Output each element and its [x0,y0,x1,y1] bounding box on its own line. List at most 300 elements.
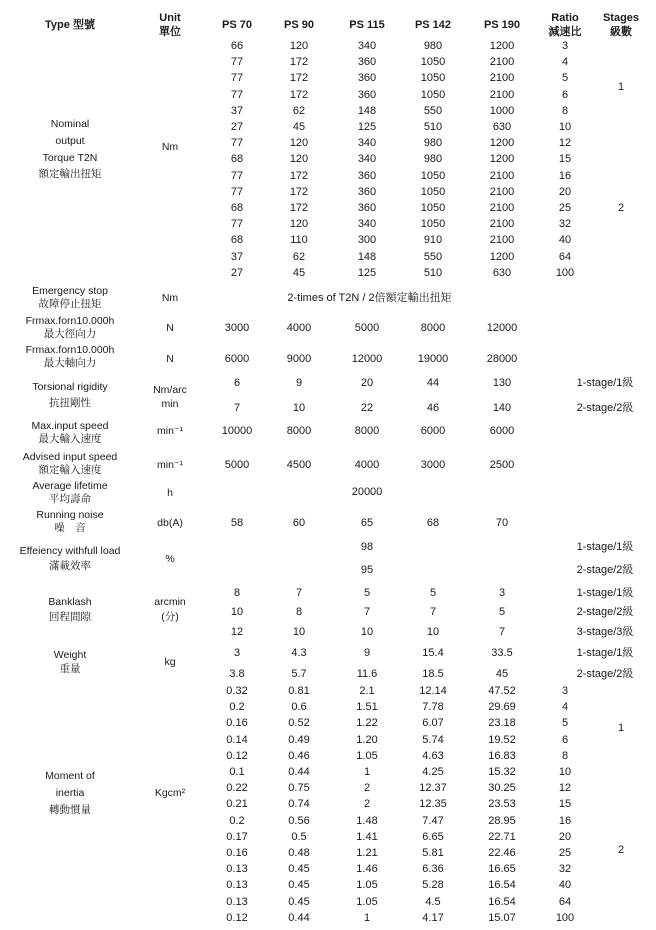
torque-r6-2: 45 [292,121,306,133]
torque-r13-5: 2100 [489,234,515,247]
torque-r11-3: 360 [357,202,377,214]
header-unit-zh: 單位 [159,26,181,38]
inertia-r8-1: 0.21 [226,798,248,811]
inertia-ratio-7: 12 [558,782,572,795]
backlash-unit: arcmin [154,596,186,608]
torque-r11-2: 172 [289,202,309,214]
inertia-ratio-5: 8 [561,749,569,762]
efficiency-label-zh: 滿載效率 [49,560,91,572]
backlash-unit-2: (分) [161,611,179,623]
backlash-stage-1: 1-stage/1級 [576,587,634,599]
efficiency-label: Effeiency withfull load [19,545,121,557]
torque-r6-3: 125 [357,121,377,133]
inertia-r12-2: 0.45 [288,863,310,876]
max-speed-4: 6000 [420,425,446,437]
torque-ratio-4: 6 [561,88,569,101]
inertia-ratio-15: 100 [555,911,575,924]
header-ratio: Ratio [551,12,579,24]
inertia-r12-5: 16.65 [488,863,516,876]
torque-r2-3: 360 [357,56,377,69]
inertia-r5-2: 0.46 [288,749,310,762]
weight-stage-2: 2-stage/2級 [576,668,634,680]
inertia-r13-5: 16.54 [488,879,516,892]
inertia-r6-4: 4.25 [422,766,444,778]
adv-speed-3: 4000 [354,459,380,471]
torque-r5-4: 550 [423,104,443,117]
torque-ratio-7: 12 [558,137,572,150]
torque-ratio-13: 40 [558,234,572,247]
torque-r11-5: 2100 [489,202,515,214]
adv-speed-label-zh: 額定輸入速度 [38,464,102,476]
inertia-ratio-8: 15 [558,798,572,811]
torque-r12-1: 77 [230,218,244,231]
torque-stage-1: 1 [617,81,625,93]
inertia-r15-5: 15.07 [488,911,516,924]
axial-2: 9000 [286,353,312,365]
backlash-r2-1: 10 [230,606,244,618]
torque-r8-1: 68 [230,153,244,166]
header-stages-zh: 級數 [610,26,632,38]
torque-r5-1: 37 [230,104,244,117]
inertia-ratio-1: 3 [561,685,569,697]
inertia-ratio-3: 5 [561,717,569,730]
axial-unit: N [166,353,174,365]
rigidity-unit-2: min [161,398,179,410]
inertia-r7-3: 2 [363,782,371,795]
inertia-r11-2: 0.48 [288,847,310,859]
backlash-label-zh: 回程間隙 [49,611,91,623]
inertia-r5-4: 4.63 [422,749,444,762]
header-unit: Unit [159,12,181,24]
inertia-r9-5: 28.95 [488,814,516,827]
efficiency-stage-1: 1-stage/1級 [576,541,634,553]
inertia-r10-5: 22.71 [488,830,516,843]
torque-ratio-10: 20 [558,185,572,198]
inertia-r14-2: 0.45 [288,895,310,908]
inertia-r11-1: 0.16 [226,847,248,859]
inertia-label-1: Moment of [45,770,95,782]
torque-r4-5: 2100 [489,88,515,101]
torque-r15-5: 630 [492,266,512,279]
inertia-ratio-13: 40 [558,879,572,892]
weight-r2-5: 45 [495,668,509,680]
inertia-ratio-12: 32 [558,863,572,876]
weight-r2-3: 11.6 [356,668,378,680]
torque-r5-3: 148 [357,104,377,117]
torque-r6-4: 510 [423,121,443,133]
torque-r14-4: 550 [423,250,443,263]
rigidity-r1-2: 9 [295,377,303,389]
torque-ratio-9: 16 [558,169,572,182]
torque-r15-4: 510 [423,266,443,279]
inertia-r7-1: 0.22 [226,782,248,795]
backlash-r1-1: 8 [233,587,241,599]
rigidity-stage-1: 1-stage/1級 [576,377,634,389]
torque-r8-2: 120 [289,153,309,166]
axial-4: 19000 [417,353,449,365]
max-speed-unit: min⁻¹ [157,425,183,437]
inertia-r11-3: 1.21 [356,847,378,859]
header-ratio-zh: 減速比 [548,26,582,38]
weight-r2-2: 5.7 [291,668,307,680]
efficiency-value-2: 95 [360,564,374,576]
inertia-r1-1: 0.32 [226,685,248,697]
inertia-r14-4: 4.5 [425,895,441,908]
weight-label: Weight [53,649,87,661]
torque-ratio-6: 10 [558,121,572,133]
torque-r3-3: 360 [357,72,377,85]
adv-speed-1: 5000 [224,459,250,471]
rigidity-label-zh: 抗扭剛性 [49,397,91,409]
inertia-r1-5: 47.52 [488,685,516,697]
rigidity-stage-2: 2-stage/2級 [576,402,634,414]
torque-r6-5: 630 [492,121,512,133]
inertia-r1-3: 2.1 [359,685,375,697]
inertia-unit: Kgcm² [154,787,186,799]
inertia-r4-5: 19.52 [488,733,516,746]
efficiency-unit: % [165,553,175,565]
rigidity-r2-2: 10 [292,402,306,414]
backlash-r3-2: 10 [292,626,306,638]
axial-label-zh: 最大軸向力 [43,357,97,369]
radial-2: 4000 [286,322,312,334]
backlash-r3-1: 12 [230,626,244,638]
backlash-r3-5: 7 [498,626,506,638]
inertia-r11-4: 5.81 [422,847,444,859]
torque-r10-4: 1050 [420,185,446,198]
adv-speed-unit: min⁻¹ [157,459,183,471]
torque-r7-3: 340 [357,137,377,150]
radial-1: 3000 [224,322,250,334]
inertia-ratio-14: 64 [558,895,572,908]
inertia-r12-4: 6.36 [422,863,444,876]
inertia-ratio-2: 4 [561,701,569,714]
inertia-ratio-4: 6 [561,733,569,746]
torque-r9-4: 1050 [420,169,446,182]
backlash-r1-3: 5 [363,587,371,599]
torque-r13-4: 910 [423,234,443,247]
torque-r15-2: 45 [292,266,306,279]
torque-r1-3: 340 [357,40,377,52]
torque-r2-5: 2100 [489,56,515,69]
inertia-r6-2: 0.44 [288,766,310,778]
inertia-r3-2: 0.52 [288,717,310,730]
max-speed-3: 8000 [354,425,380,437]
inertia-r7-2: 0.75 [288,782,310,795]
inertia-r9-1: 0.2 [229,814,245,827]
inertia-r4-2: 0.49 [288,733,310,746]
max-speed-label-zh: 最大輸入速度 [38,433,102,445]
torque-r14-1: 37 [230,250,244,263]
inertia-r8-4: 12.35 [419,798,447,811]
lifetime-label: Average lifetime [32,480,108,492]
radial-label: Frmax.forn10.000h [25,315,115,327]
inertia-r8-5: 23.53 [488,798,516,811]
rigidity-r1-5: 130 [492,377,512,389]
torque-r2-2: 172 [289,56,309,69]
torque-r7-5: 1200 [489,137,515,150]
torque-r2-4: 1050 [420,56,446,69]
inertia-stage-2: 2 [617,844,625,856]
inertia-r10-2: 0.5 [291,830,307,843]
torque-unit: Nm [161,141,179,153]
efficiency-stage-2: 2-stage/2級 [576,564,634,576]
torque-r1-2: 120 [289,40,309,52]
torque-r1-5: 1200 [489,40,515,52]
torque-r12-2: 120 [289,218,309,231]
inertia-r10-3: 1.41 [356,830,378,843]
torque-r11-4: 1050 [420,202,446,214]
torque-r3-5: 2100 [489,72,515,85]
inertia-r8-2: 0.74 [288,798,310,811]
axial-5: 28000 [486,353,518,365]
inertia-r2-3: 1.51 [356,701,378,714]
inertia-r7-5: 30.25 [488,782,516,795]
torque-ratio-5: 8 [561,104,569,117]
inertia-r14-3: 1.05 [356,895,378,908]
backlash-r2-4: 7 [429,606,437,618]
torque-r13-1: 68 [230,234,244,247]
inertia-r13-3: 1.05 [356,879,378,892]
max-speed-5: 6000 [489,425,515,437]
inertia-r9-3: 1.48 [356,814,378,827]
header-type: Type 型號 [45,19,95,31]
torque-r7-4: 980 [423,137,443,150]
header-model-3: PS 115 [349,19,385,31]
inertia-r14-5: 16.54 [488,895,516,908]
inertia-r3-3: 1.22 [356,717,378,730]
torque-label-1: Nominal [50,118,90,130]
inertia-r12-3: 1.46 [356,863,378,876]
torque-r15-1: 27 [230,266,244,279]
noise-unit: db(A) [157,517,183,529]
weight-r1-3: 9 [363,647,371,659]
torque-r12-3: 340 [357,218,377,231]
inertia-r3-4: 6.07 [422,717,444,730]
radial-5: 12000 [486,322,518,334]
rigidity-r2-1: 7 [233,402,241,414]
inertia-r4-1: 0.14 [226,733,248,746]
radial-label-zh: 最大徑向力 [43,328,97,340]
torque-r4-3: 360 [357,88,377,101]
noise-label: Running noise [36,509,104,521]
inertia-r15-4: 4.17 [422,911,444,924]
torque-r5-5: 1000 [489,104,515,117]
torque-r15-3: 125 [357,266,377,279]
rigidity-r1-3: 20 [360,377,374,389]
weight-r1-1: 3 [233,647,241,659]
torque-r5-2: 62 [292,104,306,117]
inertia-r9-2: 0.56 [288,814,310,827]
inertia-ratio-6: 10 [558,766,572,778]
inertia-r2-2: 0.6 [291,701,307,714]
backlash-label: Banklash [48,596,92,608]
weight-r1-2: 4.3 [291,647,307,659]
noise-5: 70 [495,517,509,529]
torque-r6-1: 27 [230,121,244,133]
torque-label-4: 額定輸出扭矩 [38,168,102,180]
backlash-r2-2: 8 [295,606,303,618]
torque-r11-1: 68 [230,202,244,214]
torque-ratio-3: 5 [561,72,569,85]
inertia-r1-2: 0.81 [288,685,310,697]
inertia-r3-5: 23.18 [488,717,516,730]
torque-r4-2: 172 [289,88,309,101]
inertia-r5-3: 1.05 [356,749,378,762]
max-speed-label: Max.input speed [31,420,109,432]
weight-stage-1: 1-stage/1級 [576,647,634,659]
noise-3: 65 [360,517,374,529]
inertia-r7-4: 12.37 [419,782,447,795]
torque-r10-5: 2100 [489,185,515,198]
torque-r14-3: 148 [357,250,377,263]
header-model-2: PS 90 [284,19,314,31]
inertia-r4-4: 5.74 [422,733,444,746]
torque-r14-2: 62 [292,250,306,263]
torque-r1-1: 66 [230,40,244,52]
inertia-r2-4: 7.78 [422,701,444,714]
inertia-r2-1: 0.2 [229,701,245,714]
axial-3: 12000 [351,353,383,365]
inertia-r8-3: 2 [363,798,371,811]
inertia-r2-5: 29.69 [488,701,516,714]
rigidity-unit: Nm/arc [153,384,187,396]
inertia-r15-1: 0.12 [226,911,248,924]
torque-r7-1: 77 [230,137,244,150]
torque-r9-3: 360 [357,169,377,182]
inertia-r6-5: 15.32 [488,766,516,778]
inertia-r10-4: 6.65 [422,830,444,843]
weight-r1-5: 33.5 [491,647,513,659]
torque-r3-1: 77 [230,72,244,85]
header-stages: Stages [602,12,640,24]
noise-1: 58 [230,517,244,529]
torque-r9-2: 172 [289,169,309,182]
torque-r9-5: 2100 [489,169,515,182]
torque-label-3: Torque T2N [42,152,98,164]
rigidity-label: Torsional rigidity [32,381,108,393]
radial-unit: N [166,322,174,334]
backlash-r3-4: 10 [426,626,440,638]
weight-r2-1: 3.8 [229,668,245,680]
torque-r13-3: 300 [357,234,377,247]
inertia-r6-3: 1 [363,766,371,778]
rigidity-r2-3: 22 [360,402,374,414]
weight-label-zh: 重量 [59,663,81,675]
torque-ratio-11: 25 [558,202,572,214]
inertia-stage-1: 1 [617,722,625,734]
torque-r10-3: 360 [357,185,377,198]
header-model-4: PS 142 [414,19,452,31]
torque-ratio-2: 4 [561,56,569,69]
adv-speed-4: 3000 [420,459,446,471]
inertia-r15-2: 0.44 [288,911,310,924]
inertia-r12-1: 0.13 [226,863,248,876]
rigidity-r2-4: 46 [426,402,440,414]
torque-stage-2: 2 [617,202,625,214]
torque-r10-2: 172 [289,185,309,198]
torque-r1-4: 980 [423,40,443,52]
torque-r8-4: 980 [423,153,443,166]
radial-3: 5000 [354,322,380,334]
rigidity-r1-4: 44 [426,377,440,389]
adv-speed-label: Advised input speed [22,451,118,463]
torque-r3-2: 172 [289,72,309,85]
inertia-r5-5: 16.83 [488,749,516,762]
weight-r1-4: 15.4 [422,647,444,659]
inertia-r10-1: 0.17 [226,830,248,843]
inertia-r4-3: 1.20 [356,733,378,746]
adv-speed-5: 2500 [489,459,515,471]
lifetime-unit: h [167,487,173,499]
backlash-r1-4: 5 [429,587,437,599]
inertia-r13-4: 5.28 [422,879,444,892]
weight-r2-4: 18.5 [422,668,444,680]
inertia-r13-1: 0.13 [226,879,248,892]
noise-4: 68 [426,517,440,529]
torque-r8-3: 340 [357,153,377,166]
weight-unit: kg [164,656,176,668]
lifetime-label-zh: 平均壽命 [49,493,91,505]
lifetime-value: 20000 [351,486,383,498]
backlash-r1-2: 7 [295,587,303,599]
emergency-label: Emergency stop [32,285,108,297]
torque-ratio-1: 3 [561,40,569,52]
torque-ratio-12: 32 [558,218,572,231]
backlash-stage-2: 2-stage/2級 [576,606,634,618]
torque-r12-5: 2100 [489,218,515,231]
header-model-5: PS 190 [483,19,521,31]
inertia-ratio-10: 20 [558,830,572,843]
inertia-r14-1: 0.13 [226,895,248,908]
max-speed-2: 8000 [286,425,312,437]
inertia-r5-1: 0.12 [226,749,248,762]
rigidity-r2-5: 140 [492,402,512,414]
inertia-r11-5: 22.46 [488,847,516,859]
torque-r4-1: 77 [230,88,244,101]
axial-label: Frmax.forn10.000h [25,344,115,356]
torque-ratio-8: 15 [558,153,572,166]
rigidity-r1-1: 6 [233,377,241,389]
emergency-unit: Nm [161,292,179,304]
header-model-1: PS 70 [222,19,252,31]
torque-r7-2: 120 [289,137,309,150]
torque-r9-1: 77 [230,169,244,182]
backlash-stage-3: 3-stage/3級 [576,626,634,638]
torque-r8-5: 1200 [489,153,515,166]
radial-4: 8000 [420,322,446,334]
inertia-r6-1: 0.1 [229,766,245,778]
efficiency-value-1: 98 [360,541,374,553]
emergency-label-zh: 故障停止扭矩 [38,298,102,310]
torque-r13-2: 110 [290,234,308,247]
torque-ratio-15: 100 [555,266,575,279]
torque-label-2: output [55,135,85,147]
inertia-label-3: 轉動慣量 [49,804,91,816]
backlash-r2-5: 5 [498,606,506,618]
backlash-r2-3: 7 [363,606,371,618]
inertia-label-2: inertia [55,787,85,799]
backlash-r3-3: 10 [360,626,374,638]
noise-2: 60 [292,517,306,529]
inertia-r15-3: 1 [363,911,371,924]
torque-r10-1: 77 [230,185,244,198]
emergency-value: 2-times of T2N / 2倍額定輸出扭矩 [287,292,452,304]
torque-r14-5: 1200 [489,250,515,263]
adv-speed-2: 4500 [286,459,312,471]
inertia-r1-4: 12.14 [419,685,447,697]
inertia-ratio-9: 16 [558,814,572,827]
